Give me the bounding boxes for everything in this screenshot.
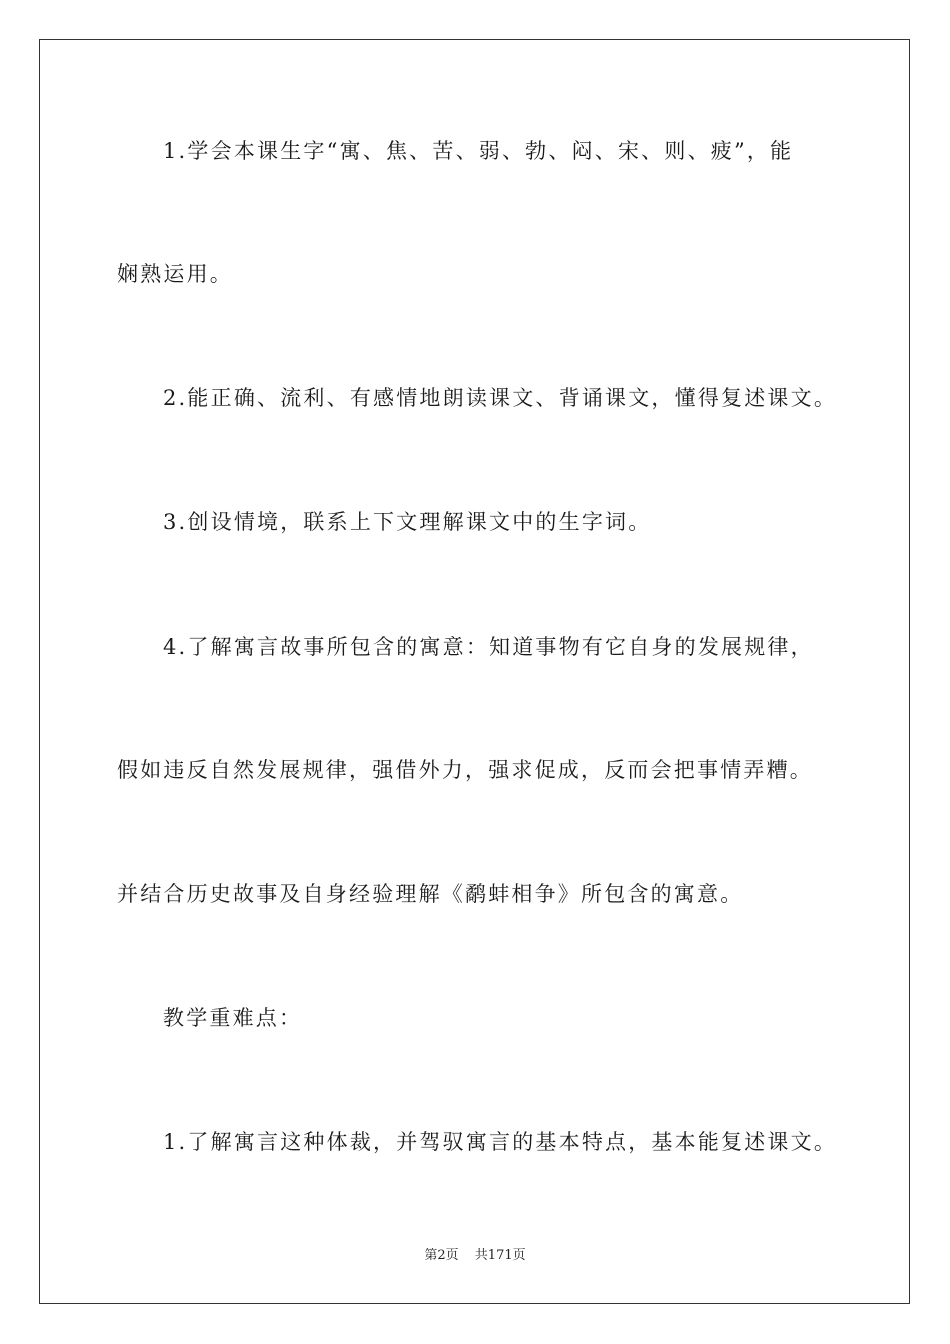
objective-2: 2.能正确、流利、有感情地朗读课文、背诵课文，懂得复述课文。 [163, 386, 838, 410]
page-footer [0, 1247, 950, 1265]
page-number: 第2页 [424, 1248, 459, 1263]
key-point-1: 1.了解寓言这种体裁，并驾驭寓言的基本特点，基本能复述课文。 [163, 1130, 838, 1154]
objective-4-line-2: 假如违反自然发展规律，强借外力，强求促成，反而会把事情弄糟。 [117, 758, 813, 782]
section-heading-key-points: 教学重难点： [163, 1006, 303, 1030]
page-border [39, 39, 910, 1304]
objective-4-line-3: 并结合历史故事及自身经验理解《鹬蚌相争》所包含的寓意。 [117, 882, 744, 906]
objective-3: 3.创设情境，联系上下文理解课文中的生字词。 [163, 510, 652, 534]
objective-1-line-2: 娴熟运用。 [117, 262, 233, 286]
page-total: 共171页 [474, 1248, 526, 1263]
objective-1-line-1: 1.学会本课生字“寓、焦、苦、弱、勃、闷、宋、则、疲”，能 [163, 139, 794, 163]
objective-4-line-1: 4.了解寓言故事所包含的寓意：知道事物有它自身的发展规律， [163, 635, 814, 659]
